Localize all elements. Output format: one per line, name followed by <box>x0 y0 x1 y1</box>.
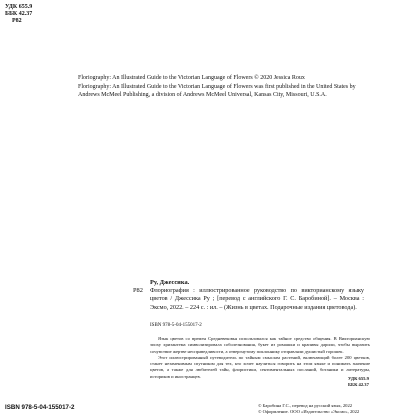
udk-code-right: УДК 655.9 <box>348 376 369 381</box>
cip-bibliographic-record: Флориография : иллюстрированное руководство по викторианскому языку цветов / Джессика Ру ; [перевод с английского Г. С. Баробиной]. – Москва : Эксмо, 2022. – 224 с. : ил. – (Жизнь в цветах. Подарочные издания цветовода). <box>150 287 364 311</box>
bbk-code: ББК 42.37 <box>5 11 33 18</box>
annotation-paragraph: Язык цветов со времен Средневековья использовался как тайное средство общения. В Викторианскую эпоху хризантема символизировала соболезнования, букет из ромашки и крапивы дарили, чтобы выразить сочувствие жертве несправедливости, а отвергнутому поклоннику отправляли душистый горошек. <box>150 336 370 354</box>
copyright-notices <box>258 403 359 416</box>
cip-isbn: ISBN 978-5-04-155017-2 <box>150 323 202 328</box>
udk-code: УДК 655.9 <box>5 4 33 10</box>
cip-author-mark: Р82 <box>133 287 143 294</box>
book-annotation <box>150 336 370 380</box>
copyright-credits <box>78 74 378 100</box>
annotation-paragraph: Этот иллюстрированный путеводитель по тайным смыслам растений, включающий более 200 цветков, станет незаменимым спутником для тех, кто хочет научиться говорить на этом языке и понимать значение цветов, а также для любителей тайн, флористики, сентиментальных посланий, ботаники и литературы, историков и иностранцев. <box>150 354 370 379</box>
cip-classification-codes <box>348 376 369 388</box>
credit-line-publication: Floriography: An Illustrated Guide to the Victorian Language of Flowers was first published in the United States by Andrews McMeel Publishing, a division of Andrews McMeel Universal, Kansas City, Missouri, U.S.A. <box>78 83 356 99</box>
copyright-design: © Оформление. ООО «Издательство «Эксмо», 2022 <box>258 409 360 415</box>
cip-description <box>150 287 364 312</box>
copyright-translation: © Баробина Г.С., перевод на русский язык, 2022 <box>258 403 353 408</box>
author-mark: Р82 <box>12 18 22 25</box>
isbn-main: ISBN 978-5-04-155017-2 <box>5 404 75 411</box>
cip-author: Ру, Джессика. <box>150 279 190 286</box>
credit-line-original: Floriography: An Illustrated Guide to the Victorian Language of Flowers © 2020 Jessica Roux <box>78 75 305 81</box>
header-classification-codes <box>5 4 32 26</box>
bbk-code-right: ББК 42.37 <box>348 381 369 387</box>
